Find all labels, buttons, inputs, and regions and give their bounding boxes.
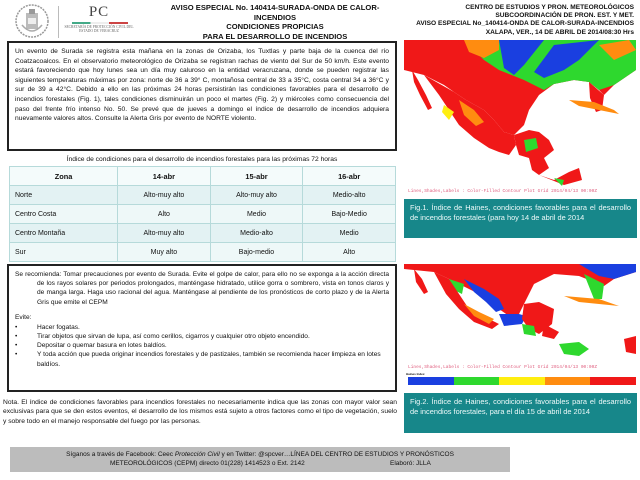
legend-swatch-low	[454, 377, 500, 385]
index-cell: Muy alto	[118, 243, 211, 262]
zone-cell: Norte	[10, 186, 118, 205]
footer-contact-line2	[10, 459, 510, 468]
recommendations-box	[7, 264, 397, 392]
footer-bar	[10, 447, 510, 472]
svg-text:Lines,Shades,Labels : Color-Fi: Lines,Shades,Labels : Color-Filled Contour Plot Grid 2014/04/13 00:00Z	[408, 189, 598, 194]
footer-phone: METEOROLÓGICOS (CEPM) directo 01(228) 1414523 o Ext. 2142	[110, 460, 305, 467]
legend-swatch-high	[590, 377, 636, 385]
index-cell: Medio-alto	[303, 186, 396, 205]
issue-date: XALAPA, VER., 14 DE ABRIL DE 2014/08:30 Hrs	[485, 28, 634, 36]
zone-cell: Centro Montaña	[10, 224, 118, 243]
index-cell: Medio	[210, 205, 303, 224]
facebook-link[interactable]: Protección Civil	[174, 451, 220, 458]
index-cell: Alto	[303, 243, 396, 262]
bulletin-title-line: CONDICIONES PROPICIAS	[226, 22, 324, 31]
issuer-line: SUBCOORDINACIÓN DE PRON. EST. Y MET.	[495, 12, 634, 20]
veracruz-seal-icon	[14, 3, 50, 39]
index-cell: Medio	[303, 224, 396, 243]
legend-swatch-very-low	[408, 377, 454, 385]
fire-index-table	[9, 166, 396, 262]
footer-author: Elaboró: JLLA	[390, 460, 431, 467]
avoid-item: • Y toda acción que pueda originar incendios forestales y de pastizales, también se recomienda hacer limpieza en lotes baldíos.	[15, 350, 389, 368]
index-cell: Bajo-Medio	[303, 205, 396, 224]
intro-box	[7, 41, 397, 151]
index-cell: Alto-muy alto	[118, 224, 211, 243]
disclaimer-note: Nota. El índice de condiciones favorables para incendios forestales no necesariamente indica que las zonas con mayor valor sean exclusivas para que se den estos eventos, el desarrollo de los mismos está sujeto a otros factores como el tipo de vegetación, suelo y sobre todo en el manejo responsable del fuego por las personas.	[3, 399, 397, 425]
haines-map-fig1	[404, 40, 636, 196]
bulletin-title-line: AVISO ESPECIAL No. 140414-SURADA-ONDA DE CALOR-INCENDIOS	[170, 3, 380, 22]
table-row	[10, 205, 396, 224]
recommendations-text: Se recomienda: Tomar precauciones por evento de Surada. Evite el golpe de calor, para ello no se exponga a la acción directa de los rayos solares por periodos prolongados, manténgase hidratado, utilice gorra o sombrero, vista en tonos claros y de manga larga. Haga uso racional del agua. Manténgase al pendiente de los pronósticos de corto plazo y de la Alerta Gris que emite el CEPM	[15, 271, 389, 306]
col-header-day2: 15-abr	[210, 167, 303, 186]
index-cell: Alto-muy alto	[118, 186, 211, 205]
intro-text: Un evento de Surada se registra esta mañana en la zonas de Orizaba, los Tuxtlas y parte baja de la cuenca del río Coatzacoalcos. En el observatorio meteorológico de Orizaba se registran rachas de viento del Sur de 50 km/h. Este evento estará favoreciendo que hoy lunes sea un día muy caluroso en la entidad veracruzana, donde se pueden registrar las siguientes temperaturas máximas por zona: norte de 36 a 39° C, montañosa central de 33 a 35°C, costa central 34 a 36°C y sur de 39 a 42°C. Debido a ello en las próximas 24 horas persistirán las condiciones favorables para el desarrollo de incendios forestales (Fig. 1), tales condiciones disminuirán un poco el martes (Fig. 2) y miércoles como consecuencia del paso del frente frío intenso No. 50. Se prevé que de jueves a domingo el índice de desarrollo de incendios adquiera nuevamente valores altos. Consulte la Alerta Gris por evento de NORTE violento.	[15, 48, 389, 123]
table-header-row	[10, 167, 396, 186]
avoid-item: • Hacer fogatas.	[15, 323, 389, 332]
haines-map-fig2	[404, 264, 636, 374]
index-cell: Bajo-medio	[210, 243, 303, 262]
avoid-item: • Tirar objetos que sirvan de lupa, así como cerillos, cigarros y cualquier otro objeto encendido.	[15, 332, 389, 341]
avoid-list	[15, 323, 389, 369]
svg-text:Lines,Shades,Labels : Color-Fi: Lines,Shades,Labels : Color-Filled Contour Plot Grid 2014/04/13 00:00Z	[408, 365, 598, 370]
zone-cell: Sur	[10, 243, 118, 262]
pc-flag-stripe	[72, 22, 128, 24]
issuer-line: CENTRO DE ESTUDIOS Y PRON. METEOROLÓGICOS	[465, 4, 634, 11]
table-row	[10, 186, 396, 205]
bulletin-title-line: PARA EL DESARROLLO DE INCENDIOS	[202, 31, 348, 41]
avoid-label: Evite:	[15, 313, 32, 321]
legend-swatch-medium	[499, 377, 545, 385]
issuer-block	[398, 4, 634, 37]
index-cell: Alto-muy alto	[210, 186, 303, 205]
col-header-zona: Zona	[10, 167, 118, 186]
issuer-line: AVISO ESPECIAL No_140414-ONDA DE CALOR-SURADA-INCENDIOS	[416, 20, 634, 28]
table-row	[10, 224, 396, 243]
legend-swatch-medium-high	[545, 377, 591, 385]
footer-text: y en Twitter: @spcver…LÍNEA DEL CENTRO DE ESTUDIOS Y PRONÓSTICOS	[219, 451, 454, 458]
col-header-day1: 14-abr	[118, 167, 211, 186]
index-cell: Medio-alto	[210, 224, 303, 243]
header-logo	[6, 2, 156, 40]
footer-text: Síganos a través de Facebook: Ceec	[66, 451, 175, 458]
footer-contact-line1	[10, 450, 510, 459]
legend-label: Haines Index	[406, 372, 425, 376]
index-cell: Alto	[118, 205, 211, 224]
pc-logo-mark: PC	[88, 4, 110, 20]
table-caption: Índice de condiciones para el desarrollo de incendios forestales para las próximas 72 horas	[66, 156, 338, 163]
zone-cell: Centro Costa	[10, 205, 118, 224]
avoid-item: • Depositar o quemar basura en lotes baldíos.	[15, 341, 389, 350]
fig2-caption: Fig.2. Índice de Haines, condiciones favorables para el desarrollo de incendios forestales, para el día 15 de abril de 2014	[404, 393, 637, 433]
pc-logo-subtitle: SECRETARÍA DE PROTECCIÓN CIVIL DEL ESTADO DE VERACRUZ	[64, 25, 134, 34]
fig1-caption: Fig.1. Índice de Haines, condiciones favorables para el desarrollo de incendios forestales (para hoy 14 de abril de 2014	[404, 199, 637, 238]
bulletin-title	[150, 3, 400, 41]
col-header-day3: 16-abr	[303, 167, 396, 186]
haines-color-legend	[408, 377, 636, 385]
table-row	[10, 243, 396, 262]
